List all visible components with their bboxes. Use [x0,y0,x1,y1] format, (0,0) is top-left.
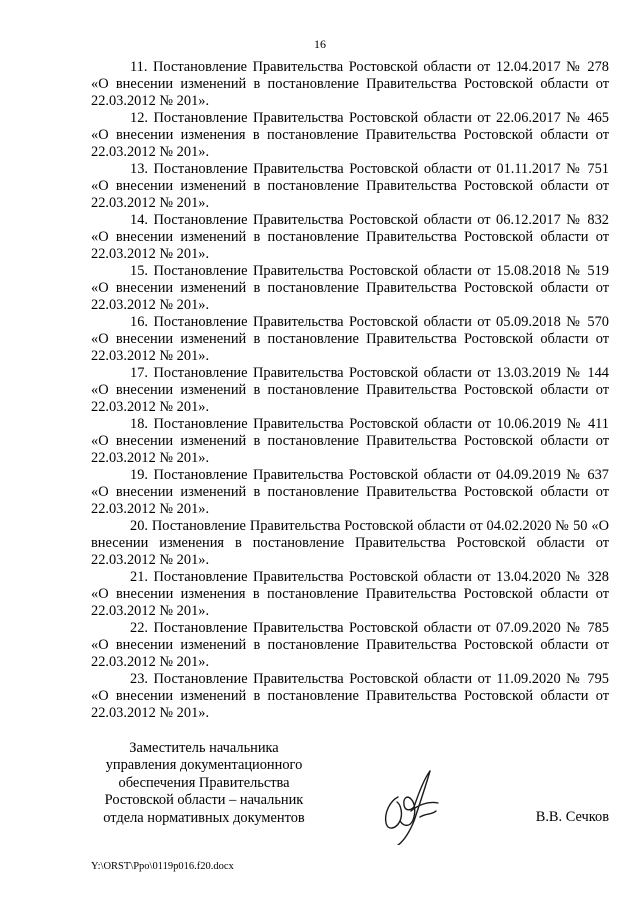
list-item: 21. Постановление Правительства Ростовской области от 13.04.2020 № 328 «О внесении изменения в постановление Правительства Ростовской области от 22.03.2012 № 201». [91,569,609,619]
list-item: 13. Постановление Правительства Ростовской области от 01.11.2017 № 751 «О внесении изменений в постановление Правительства Ростовской области от 22.03.2012 № 201». [91,161,609,211]
list-item: 19. Постановление Правительства Ростовской области от 04.09.2019 № 637 «О внесении изменений в постановление Правительства Ростовской области от 22.03.2012 № 201». [91,467,609,517]
list-item: 16. Постановление Правительства Ростовской области от 05.09.2018 № 570 «О внесении изменений в постановление Правительства Ростовской области от 22.03.2012 № 201». [91,314,609,364]
signer-title-line: Ростовской области – начальник [104,792,304,809]
signer-title-line: отдела нормативных документов [103,809,305,826]
page-number: 16 [314,37,326,51]
signer-title-line: обеспечения Правительства [118,774,290,791]
list-item: 17. Постановление Правительства Ростовской области от 13.03.2019 № 144 «О внесении изменений в постановление Правительства Ростовской области от 22.03.2012 № 201». [91,365,609,415]
list-item: 12. Постановление Правительства Ростовской области от 22.06.2017 № 465 «О внесении изменения в постановление Правительства Ростовской области от 22.03.2012 № 201». [91,110,609,160]
document-body [91,59,609,722]
list-item: 20. Постановление Правительства Ростовской области от 04.02.2020 № 50 «О внесении изменения в постановление Правительства Ростовской области от 22.03.2012 № 201». [91,518,609,568]
list-item: 23. Постановление Правительства Ростовской области от 11.09.2020 № 795 «О внесении изменений в постановление Правительства Ростовской области от 22.03.2012 № 201». [91,671,609,721]
handwritten-signature [380,765,442,845]
footer-file-path: Y:\ORST\Ppo\0119p016.f20.docx [91,861,234,872]
list-item: 18. Постановление Правительства Ростовской области от 10.06.2019 № 411 «О внесении изменений в постановление Правительства Ростовской области от 22.03.2012 № 201». [91,416,609,466]
list-item: 22. Постановление Правительства Ростовской области от 07.09.2020 № 785 «О внесении изменений в постановление Правительства Ростовской области от 22.03.2012 № 201». [91,620,609,670]
list-item: 15. Постановление Правительства Ростовской области от 15.08.2018 № 519 «О внесении изменений в постановление Правительства Ростовской области от 22.03.2012 № 201». [91,263,609,313]
signature-block [91,740,609,840]
signer-name: В.В. Сечков [535,809,609,825]
list-item: 11. Постановление Правительства Ростовской области от 12.04.2017 № 278 «О внесении изменений в постановление Правительства Ростовской области от 22.03.2012 № 201». [91,59,609,109]
signer-title-line: управления документационного [105,757,303,774]
signer-title-line: Заместитель начальника [129,740,279,756]
list-item: 14. Постановление Правительства Ростовской области от 06.12.2017 № 832 «О внесении изменений в постановление Правительства Ростовской области от 22.03.2012 № 201». [91,212,609,262]
signer-title [91,740,317,827]
